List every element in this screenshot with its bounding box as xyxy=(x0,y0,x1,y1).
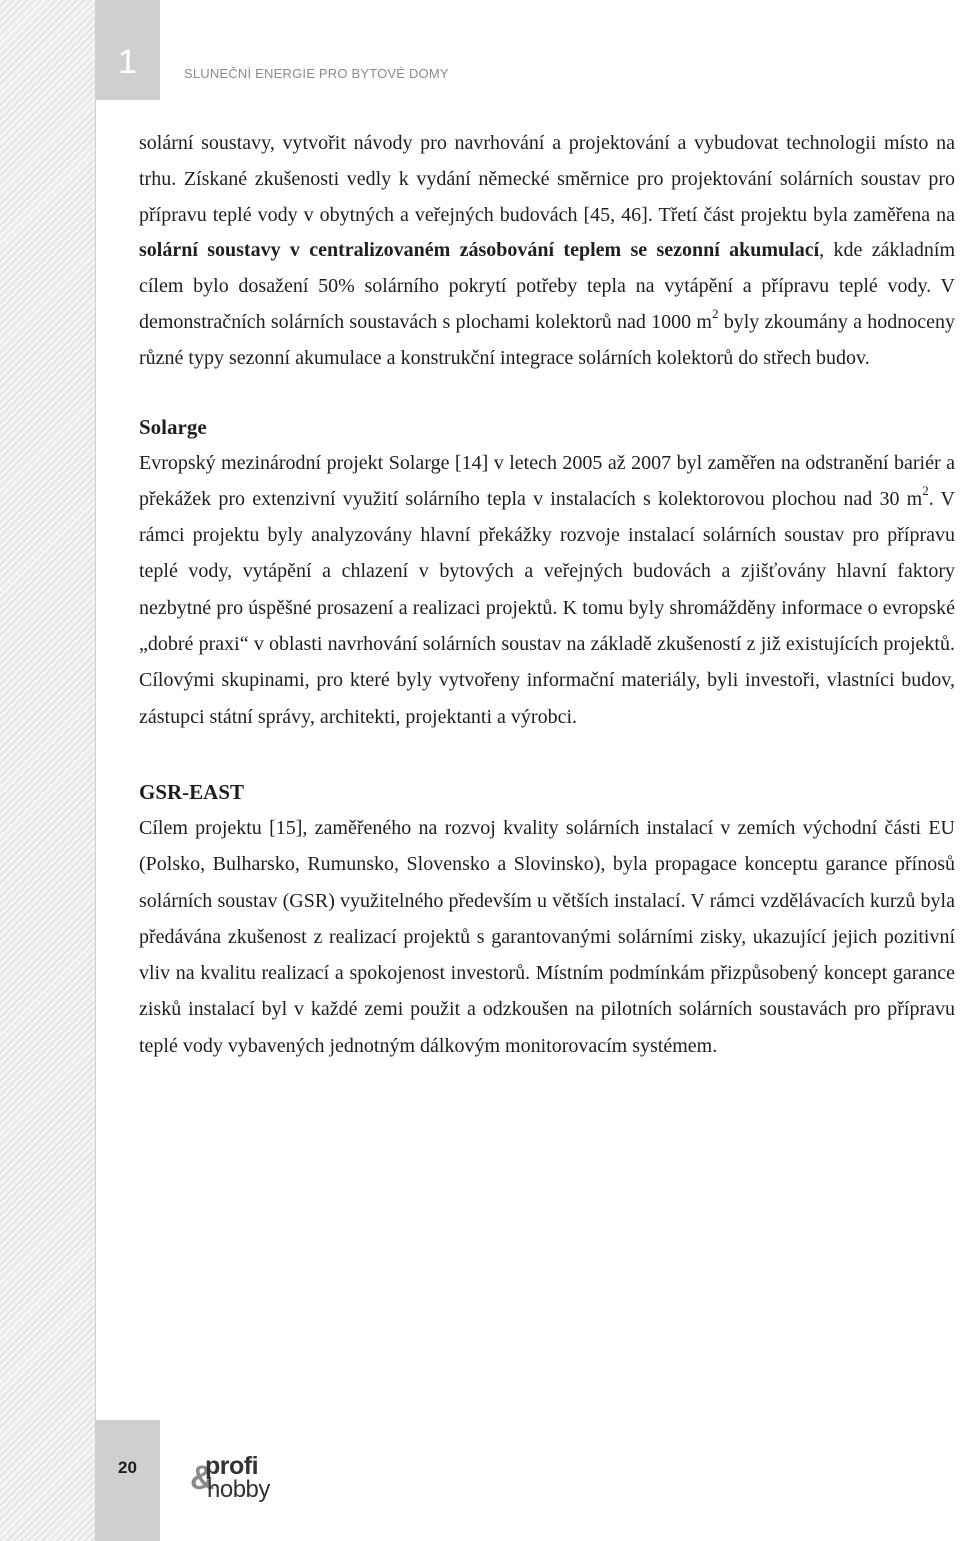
intro-text-b: , kde základním cílem bylo dosažení 50% solárního pokrytí potřeby tepla na vytápění a přípravu teplé vody. V demonstračních solárních soustavách s plochami kolektorů nad 1000 m xyxy=(139,239,956,333)
margin-divider xyxy=(95,100,96,1420)
page-number: 20 xyxy=(118,1458,137,1477)
chapter-number: 1 xyxy=(118,42,137,81)
solarge-text-a: Evropský mezinárodní projekt Solarge [14] v letech 2005 až 2007 byl zaměřen na odstranění bariér a překážek pro extenzivní využití solárního tepla v instalacích s kolektorovou plochou nad 30 m xyxy=(139,451,955,510)
intro-superscript: 2 xyxy=(712,306,719,322)
page-body xyxy=(139,126,955,1064)
gsr-east-paragraph: Cílem projektu [15], zaměřeného na rozvoj kvality solárních instalací v zemích východní části EU (Polsko, Bulharsko, Rumunsko, Slovensko a Slovinsko), byla propagace konceptu garance přínosů solárních soustav (GSR) využitelného především u větších instalací. V rámci vzdělávacích kurzů byla předávána zkušenost z realizací projektů s garantovanými solárními zisky, ukazující jejich pozitivní vliv na kvalitu realizací a spokojenost investorů. Místním podmínkám přizpůsobený koncept garance zisků instalací byl v každé zemi použit a odzkoušen na pilotních solárních soustavách pro přípravu teplé vody vybavených jednotným dálkovým monitorovacím systémem. xyxy=(139,816,955,1057)
logo-ampersand: & xyxy=(190,1459,215,1497)
intro-paragraph xyxy=(139,126,955,377)
logo-profi-text: profi xyxy=(205,1452,259,1480)
section-title-gsr-east: GSR-EAST xyxy=(139,779,245,804)
intro-text-a: solární soustavy, vytvořit návody pro navrhování a projektování a vybudovat technologii místo na trhu. Získané zkušenosti vedly k vydání německé směrnice pro projektování solárních soustav pro přípravu teplé vody v obytných a veřejných budovách [45, 46]. Třetí část projektu byla zaměřena na xyxy=(139,132,955,226)
solarge-text-b: . V rámci projektu byly analyzovány hlavní překážky rozvoje instalací solárních soustav pro přípravu teplé vody, vytápění a chlazení v bytových a veřejných budovách a zjišťovány hlavní faktory nezbytné pro úspěšné prosazení a realizaci projektů. K tomu byly shromážděny informace o evropské „dobré praxi“ v oblasti navrhování solárních soustav na základě zkušeností z již existujících projektů. Cílovými skupinami, pro které byly vytvořeny informační materiály, byli investoři, vlastníci budov, zástupci státní správy, architekti, projektanti a výrobci. xyxy=(139,487,955,728)
running-header: SLUNEČNÍ ENERGIE PRO BYTOVÉ DOMY xyxy=(184,66,449,81)
solarge-superscript: 2 xyxy=(922,483,929,499)
chapter-tab xyxy=(95,0,160,100)
intro-text-c: byly zkoumány a hodnoceny různé typy sezonní akumulace a konstrukční integrace solárních kolektorů do střech budov. xyxy=(139,310,956,369)
logo-hobby-text: hobby xyxy=(207,1476,270,1503)
section-title-solarge: Solarge xyxy=(139,414,207,439)
solarge-paragraph xyxy=(139,445,955,735)
margin-hatch-pattern xyxy=(0,0,95,1541)
intro-bold-phrase: solární soustavy v centralizovaném zásobování teplem se sezonní akumulací xyxy=(139,239,820,262)
footer-tab xyxy=(95,1420,160,1541)
profi-hobby-logo xyxy=(190,1452,280,1512)
